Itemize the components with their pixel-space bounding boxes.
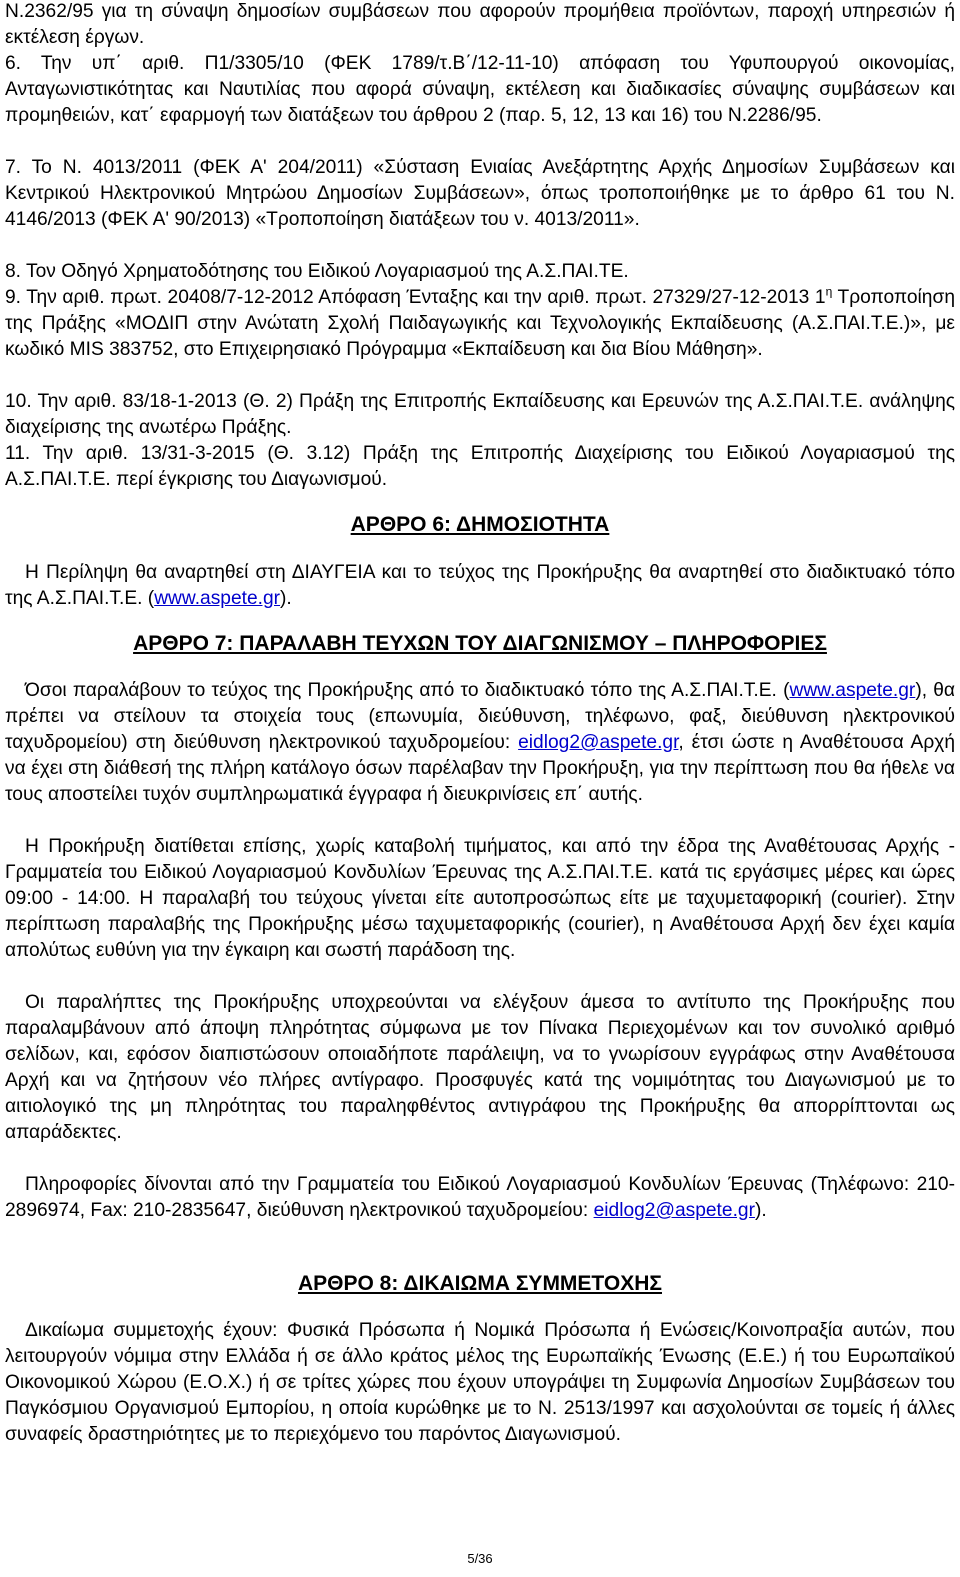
- list-item-9-part-b: Τροποποίηση της Πράξης «ΜΟΔΙΠ στην Ανώτατη Σχολή Παιδαγωγικής και Τεχνολογικής Εκπαίδευσης (Α.Σ.ΠΑΙ.Τ.Ε.)», με κωδικό MIS 383752, στο Επιχειρησιακό Πρόγραμμα «Εκπαίδευση και δια Βίου Μάθηση».: [5, 287, 955, 360]
- article-7-paragraph-3: Οι παραλήπτες της Προκήρυξης υποχρεούνται να ελέγξουν άμεσα το αντίτυπο της Προκήρυξης που παραλαμβάνουν από άποψη πληρότητας σύμφωνα με τον Πίνακα Περιεχομένων και τον συνολικό αριθμό σελίδων, και, εφόσον διαπιστώσουν οποιαδήποτε παράλειψη, να το γνωρίσουν εγγράφως στην Αναθέτουσα Αρχή και να ζητήσουν νέο πλήρες αντίγραφο. Προσφυγές κατά της νομιμότητας του Διαγωνισμού με το αιτιολογικό της μη πληρότητας του παραληφθέντος αντιγράφου της Προκήρυξης θα απορρίπτονται ως απαράδεκτες.: [5, 992, 955, 1143]
- list-item-8: 8. Τον Οδηγό Χρηματοδότησης του Ειδικού Λογαριασμού της Α.Σ.ΠΑΙ.ΤΕ.: [5, 261, 629, 282]
- article-6-text: Η Περίληψη θα αναρτηθεί στη ΔΙΑΥΓΕΙΑ και το τεύχος της Προκήρυξης θα αναρτηθεί στο διαδικτυακό τόπο της Α.Σ.ΠΑΙ.Τ.Ε. (: [5, 562, 955, 609]
- aspete-website-link[interactable]: www.aspete.gr: [154, 588, 281, 609]
- list-item-7: 7. Το Ν. 4013/2011 (ΦΕΚ Α' 204/2011) «Σύσταση Ενιαίας Ανεξάρτητης Αρχής Δημοσίων Συμβάσεων και Κεντρικού Ηλεκτρονικού Μητρώου Δημοσίων Συμβάσεων», όπως τροποποιήθηκε με το άρθρο 61 του Ν. 4146/2013 (ΦΕΚ Α' 90/2013) «Τροποποίηση διατάξεων του ν. 4013/2011».: [5, 157, 955, 230]
- article-8-paragraph: Δικαίωμα συμμετοχής έχουν: Φυσικά Πρόσωπα ή Νομικά Πρόσωπα ή Ενώσεις/Κοινοπραξία αυτών, που λειτουργούν νόμιμα στην Ελλάδα ή σε άλλο κράτος μέλος της Ευρωπαϊκής Ένωσης (Ε.Ε.) ή του Ευρωπαϊκού Οικονομικού Χώρου (Ε.Ο.Χ.) ή σε τρίτες χώρες που έχουν υπογράψει τη Συμφωνία Δημοσίων Συμβάσεων του Παγκόσμιου Οργανισμού Εμπορίου, η οποία κυρώθηκε με το Ν. 2513/1997 και ασχολούνται σε τομείς ή άλλες συναφείς δραστηριότητες με το περιεχόμενο του παρόντος Διαγωνισμού.: [5, 1320, 955, 1445]
- article-7-p1-text-3: , έτσι ώστε η Αναθέτουσα Αρχή να έχει στη διάθεσή της πλήρη κατάλογο όσων παρέλαβαν την Προκήρυξη, για την περίπτωση που θα ήθελε να τους αποστείλει τυχόν συμπληρωματικά έγγραφα ή διευκρινίσεις επ΄ αυτής.: [5, 732, 955, 805]
- list-item-6: 6. Την υπ΄ αριθ. Π1/3305/10 (ΦΕΚ 1789/τ.Β΄/12-11-10) απόφαση του Υφυπουργού οικονομίας, Ανταγωνιστικότητας και Ναυτιλίας που αφορά σύναψη, εκτέλεση και διαδικασίες σύναψης συμβάσεων και προμηθειών, κατ΄ εφαρμογή των διατάξεων του άρθρου 2 (παρ. 5, 12, 13 και 16) του Ν.2286/95.: [5, 53, 955, 126]
- article-7-p1-text-2: ), θα πρέπει να στείλουν τα στοιχεία τους (επωνυμία, διεύθυνση, τηλέφωνο, φαξ, διεύθυνση ηλεκτρονικού ταχυδρομείου) στη διεύθυνση ηλεκτρονικού ταχυδρομείου:: [5, 680, 956, 753]
- eidlog-email-link-2[interactable]: eidlog2@aspete.gr: [593, 1200, 755, 1221]
- article-7-p4-text: Πληροφορίες δίνονται από την Γραμματεία του Ειδικού Λογαριασμού Κονδυλίων Έρευνας (Τηλέφωνο: 210-2896974, Fax: 210-2835647, διεύθυνση ηλεκτρονικού ταχυδρομείου:: [5, 1174, 955, 1221]
- list-item-9: [5, 285, 955, 363]
- article-7-p1-text: Όσοι παραλάβουν το τεύχος της Προκήρυξης από το διαδικτυακό τόπο της Α.Σ.ΠΑΙ.Τ.Ε. (: [25, 680, 790, 701]
- list-item-9-superscript: η: [825, 284, 833, 299]
- article-6-text-end: ).: [280, 588, 292, 609]
- article-6-heading: ΑΡΘΡΟ 6: ΔΗΜΟΣΙΟΤΗΤΑ: [350, 513, 610, 536]
- list-item-9-part-a: 9. Την αριθ. πρωτ. 20408/7-12-2012 Απόφαση Ένταξης και την αριθ. πρωτ. 27329/27-12-2013 1: [5, 287, 826, 308]
- list-item-11: 11. Την αριθ. 13/31-3-2015 (Θ. 3.12) Πράξη της Επιτροπής Διαχείρισης του Ειδικού Λογαριασμού της Α.Σ.ΠΑΙ.Τ.Ε. περί έγκρισης του Διαγωνισμού.: [5, 443, 955, 490]
- article-7-p4-text-end: ).: [754, 1200, 767, 1221]
- page-number: 5/36: [467, 1551, 493, 1566]
- aspete-website-link-2[interactable]: www.aspete.gr: [789, 680, 916, 701]
- article-7-paragraph-4: [5, 1172, 955, 1224]
- article-7-paragraph-2: Η Προκήρυξη διατίθεται επίσης, χωρίς καταβολή τιμήματος, και από την έδρα της Αναθέτουσας Αρχής - Γραμματεία του Ειδικού Λογαριασμού Κονδυλίων Έρευνας της Α.Σ.ΠΑΙ.Τ.Ε. κατά τις εργάσιμες μέρες και ώρες 09:00 - 14:00. Η παραλαβή του τεύχους γίνεται είτε αυτοπροσώπως είτε με ταχυμεταφορική (courier). Στην περίπτωση παραλαβής της Προκήρυξης μέσω ταχυμεταφορικής (courier), η Αναθέτουσα Αρχή δεν έχει καμία απολύτως ευθύνη για την έγκαιρη και σωστή παράδοση της.: [5, 836, 955, 961]
- list-item-10: 10. Την αριθ. 83/18-1-2013 (Θ. 2) Πράξη της Επιτροπής Εκπαίδευσης και Ερευνών της Α.Σ.ΠΑΙ.Τ.Ε. ανάληψης διαχείρισης της ανωτέρω Πράξης.: [5, 391, 955, 438]
- eidlog-email-link[interactable]: eidlog2@aspete.gr: [518, 732, 679, 753]
- article-7-paragraph-1: [5, 678, 955, 808]
- intro-legal-text: Ν.2362/95 για τη σύναψη δημοσίων συμβάσεων που αφορούν προμήθεια προϊόντων, παροχή υπηρεσιών ή εκτέλεση έργων.: [5, 1, 955, 48]
- article-6-paragraph: [5, 560, 955, 612]
- article-7-heading: ΑΡΘΡΟ 7: ΠΑΡΑΛΑΒΗ ΤΕΥΧΩΝ ΤΟΥ ΔΙΑΓΩΝΙΣΜΟΥ – ΠΛΗΡΟΦΟΡΙΕΣ: [133, 632, 827, 655]
- article-8-heading: ΑΡΘΡΟ 8: ΔΙΚΑΙΩΜΑ ΣΥΜΜΕΤΟΧΗΣ: [298, 1272, 662, 1295]
